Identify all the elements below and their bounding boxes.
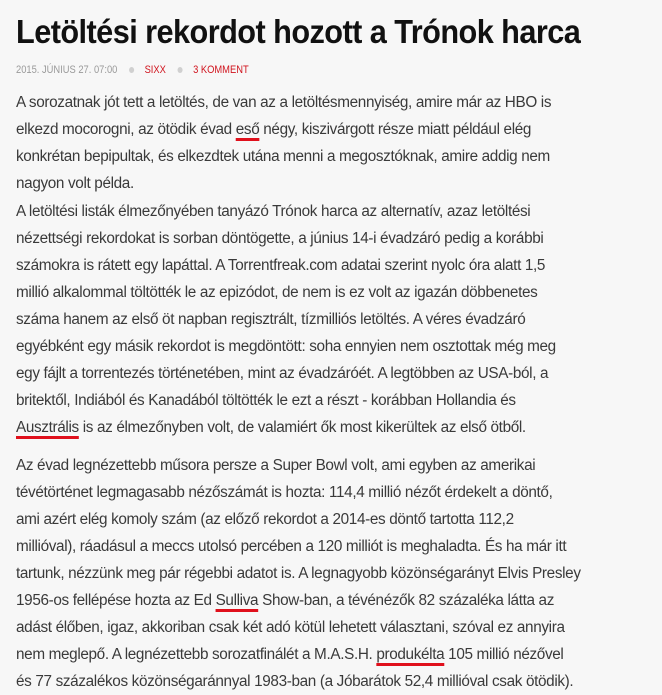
text-line: ami azért elég komoly szám (az előző rekordot a 2014-es döntő tartotta 112,2 [16, 511, 514, 528]
text-line: tévétörténet legmagasabb nézőszámát is hozta: 114,4 millió nézőt érdekelt a döntő, [16, 484, 553, 501]
text-line: elkezd mocorogni, az ötödik évad eső négy, kiszivárgott része miatt például elég [16, 121, 532, 138]
article-title: Letöltési rekordot hozott a Trónok harca [16, 13, 581, 50]
comments-link[interactable]: 3 KOMMENT [193, 64, 249, 76]
text-line: számokra is rátett egy lapáttal. A Torrentfreak.com adatai szerint nyolc óra alatt 1,5 [16, 257, 546, 274]
text-line: száma hanem az első öt napban regisztrált, tízmilliós letöltés. A véres évadzáró [16, 311, 526, 328]
text-line: konkrétan bepipultak, és elkezdtek utána menni a megosztóknak, amire addig nem [16, 148, 550, 165]
text-line: britektől, Indiából és Kanadából töltötték le ezt a részt - korábban Hollandia és [16, 392, 516, 409]
article-meta [16, 62, 557, 78]
text-line: A sorozatnak jót tett a letöltés, de van az a letöltésmennyiség, amire már az HBO is [16, 94, 552, 111]
text-line: egyébként egy másik rekordot is megdöntött: soha ennyien nem osztottak még meg [16, 338, 556, 355]
text-line: 1956-os fellépése hozta az Ed Sulliva Show-ban, a tévénézők 82 százaléka látta az [16, 592, 555, 609]
spelling-error-word[interactable]: Ausztrális [16, 419, 79, 436]
paragraph [16, 89, 652, 197]
text-line: nézettségi rekordokat is sorban döntögette, a június 14-i évadzáró pedig a korábbi [16, 230, 544, 247]
text-line: A letöltési listák élmezőnyében tanyázó Trónok harca az alternatív, azaz letöltési [16, 203, 531, 220]
paragraph [16, 198, 652, 441]
text-line: nem meglepő. A legnézettebb sorozatfinálét a M.A.S.H. produkélta 105 millió nézővel [16, 646, 564, 663]
text-line: millió alkalommal töltötték le az epizódot, de nem is ez volt az igazán döbbenetes [16, 284, 538, 301]
text-line: tartunk, nézzünk meg pár régebbi adatot is. A legnagyobb közönségarányt Elvis Presley [16, 565, 581, 582]
text-line: nagyon volt példa. [16, 175, 134, 192]
separator-dot-icon [129, 67, 134, 73]
paragraph [16, 452, 652, 695]
text-line: Az évad legnézettebb műsora persze a Super Bowl volt, ami egyben az amerikai [16, 457, 536, 474]
spelling-error-word[interactable]: produkélta [376, 646, 445, 663]
spelling-error-word[interactable]: eső [235, 121, 260, 138]
text-line: millióval), ráadásul a meccs utolsó percében a 120 milliót is meghaladta. És ha már itt [16, 538, 567, 555]
text-line: adást élőben, igaz, akkoriban csak két adó kötül lehetett választani, szóval ez annyira [16, 619, 565, 636]
text-line: és 77 százalékos közönségaránnyal 1983-ban (a Jóbarátok 52,4 millióval csak ötödik). [16, 673, 574, 690]
author-link[interactable]: SIXX [144, 64, 166, 76]
publish-date: 2015. JÚNIUS 27. 07:00 [16, 64, 118, 76]
separator-dot-icon [178, 67, 183, 73]
spelling-error-word[interactable]: Sulliva [215, 592, 259, 609]
text-line: egy fájlt a torrentezés történetében, mint az évadzáróét. A legtöbben az USA-ból, a [16, 365, 549, 382]
text-line: Ausztrális is az élmezőnyben volt, de valamiért ők most kikerültek az első ötből. [16, 419, 526, 436]
